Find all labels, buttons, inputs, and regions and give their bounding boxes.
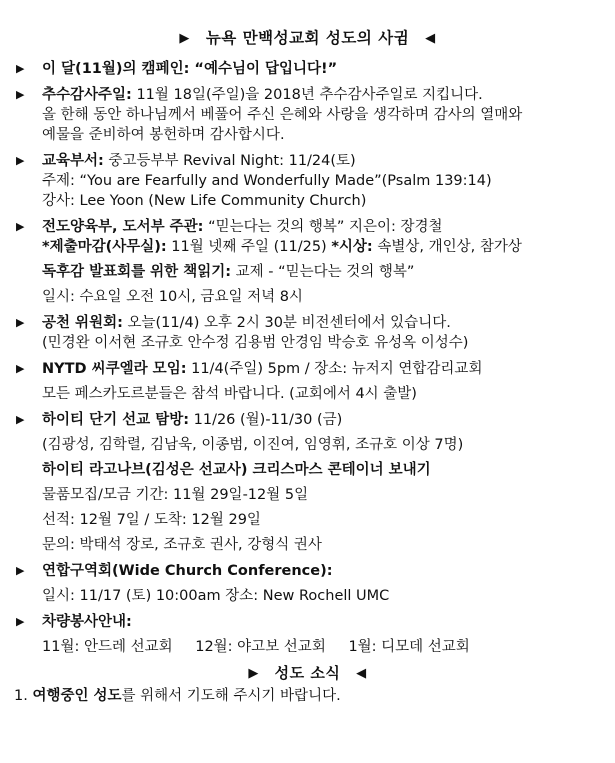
section-title: 뉴욕 만백성교회 성도의 사귐 bbox=[205, 29, 410, 47]
list-item-vehicle-service bbox=[16, 612, 601, 657]
item-line: (민경완 이서현 조규호 안수정 김용범 안경임 박승호 유성옥 이성수) bbox=[42, 335, 469, 351]
item-label: 전도양육부, 도서부 주관: bbox=[42, 219, 204, 235]
item-line: 일시: 수요일 오전 10시, 금요일 저녁 8시 bbox=[42, 289, 303, 305]
campaign-text: 이 달(11월)의 캠페인: “예수님이 답입니다!” bbox=[42, 61, 338, 77]
bullet-icon: ▶ bbox=[16, 154, 25, 167]
item-label: 추수감사주일: bbox=[42, 87, 132, 103]
item-label: 공천 위원회: bbox=[42, 315, 123, 331]
section-title: 성도 소식 bbox=[274, 664, 341, 682]
sub-heading: 하이티 라고나브(김성은 선교사) 크리스마스 콘테이너 보내기 bbox=[42, 462, 431, 478]
schedule-pair: 11월: 안드레 선교회 bbox=[42, 639, 173, 655]
item-label: 교육부서: bbox=[42, 153, 104, 169]
item-line: (김광성, 김학렬, 김남욱, 이종범, 이진여, 임영휘, 조규호 이상 7명) bbox=[42, 437, 464, 453]
bullet-icon: ▶ bbox=[16, 88, 25, 101]
item-label: 하이티 단기 선교 탐방: bbox=[42, 412, 190, 428]
schedule-pair: 12월: 야고보 선교회 bbox=[195, 639, 326, 655]
news-item bbox=[14, 686, 601, 706]
item-line: 모든 페스카도르분들은 참석 바랍니다. (교회에서 4시 출발) bbox=[42, 386, 417, 402]
list-item-conference bbox=[16, 561, 601, 606]
bullet-icon: ▶ bbox=[16, 413, 25, 426]
item-text: “믿는다는 것의 행복” 지은이: 장경철 bbox=[203, 219, 443, 235]
item-line: 올 한해 동안 하나님께서 베풀어 주신 은혜와 사랑을 생각하며 감사의 열매와 bbox=[42, 107, 523, 123]
list-item-nytd bbox=[16, 359, 601, 404]
item-line: 예물을 준비하여 봉헌하며 감사합시다. bbox=[42, 127, 285, 143]
list-item-thanksgiving bbox=[16, 85, 601, 145]
item-line: 일시: 11/17 (토) 10:00am 장소: New Rochell UMC bbox=[42, 588, 390, 604]
deadline-text: 11월 넷째 주일 (11/25) bbox=[166, 239, 332, 255]
item-line: 강사: Lee Yoon (New Life Community Church) bbox=[42, 193, 367, 209]
news-number: 1. bbox=[14, 688, 28, 704]
triangle-left-icon: ◀ bbox=[356, 666, 367, 681]
bullet-icon: ▶ bbox=[16, 220, 25, 233]
list-item-campaign bbox=[16, 59, 601, 79]
news-bold: 여행중인 성도 bbox=[32, 688, 122, 704]
list-item-haiti bbox=[16, 410, 601, 555]
section-heading-fellowship bbox=[14, 28, 601, 49]
item-line: 문의: 박태석 장로, 조규호 권사, 강형식 권사 bbox=[42, 537, 322, 553]
triangle-right-icon: ▶ bbox=[248, 666, 259, 681]
item-text: 오늘(11/4) 오후 2시 30분 비전센터에서 있습니다. bbox=[122, 315, 451, 331]
bullet-icon: ▶ bbox=[16, 316, 25, 329]
item-line: 선적: 12월 7일 / 도착: 12월 29일 bbox=[42, 512, 261, 528]
list-item-nomination bbox=[16, 313, 601, 353]
triangle-left-icon: ◀ bbox=[425, 31, 436, 46]
item-text: 중고등부부 Revival Night: 11/24(토) bbox=[103, 153, 356, 169]
section-heading-news bbox=[14, 663, 601, 684]
item-text: 11/4(주일) 5pm / 장소: 뉴저지 연합감리교회 bbox=[186, 361, 483, 377]
bullet-icon: ▶ bbox=[16, 362, 25, 375]
item-label: NYTD 씨쿠엘라 모임: bbox=[42, 361, 187, 377]
item-line: 물품모집/모금 기간: 11월 29일-12월 5일 bbox=[42, 487, 309, 503]
item-text: 11월 18일(주일)을 2018년 추수감사주일로 지킵니다. bbox=[131, 87, 483, 103]
sub-label: 독후감 발표회를 위한 책읽기: bbox=[42, 264, 232, 280]
bullet-icon: ▶ bbox=[16, 615, 25, 628]
item-label: 연합구역회(Wide Church Conference): bbox=[42, 563, 333, 579]
item-line: 주제: “You are Fearfully and Wonderfully Made”(Psalm 139:14) bbox=[42, 173, 492, 189]
award-label: *시상: bbox=[331, 239, 373, 255]
news-text: 를 위해서 기도해 주시기 바랍니다. bbox=[121, 688, 341, 704]
item-label: 차량봉사안내: bbox=[42, 614, 132, 630]
item-text: 11/26 (월)-11/30 (금) bbox=[189, 412, 343, 428]
list-item-book-reading bbox=[16, 217, 601, 307]
bullet-icon: ▶ bbox=[16, 62, 25, 75]
deadline-label: *제출마감(사무실): bbox=[42, 239, 167, 255]
award-text: 속별상, 개인상, 참가상 bbox=[372, 239, 522, 255]
list-item-education bbox=[16, 151, 601, 211]
schedule-pair: 1월: 디모데 선교회 bbox=[348, 639, 470, 655]
triangle-right-icon: ▶ bbox=[179, 31, 190, 46]
sub-text: 교제 - “믿는다는 것의 행복” bbox=[231, 264, 415, 280]
bullet-icon: ▶ bbox=[16, 564, 25, 577]
